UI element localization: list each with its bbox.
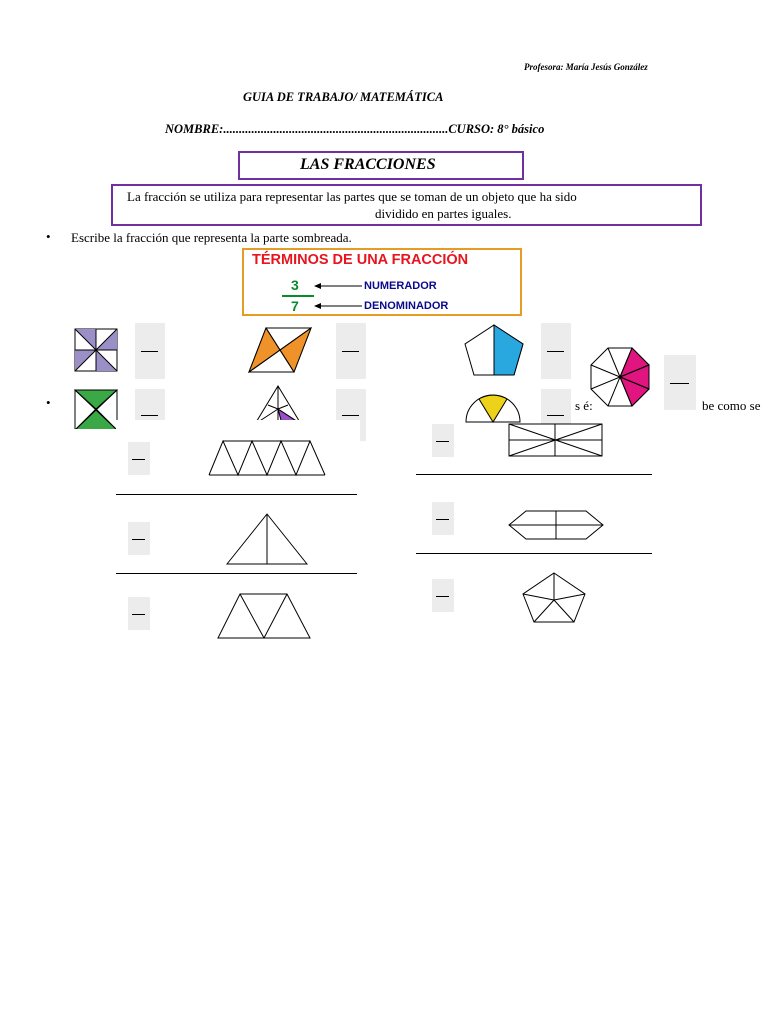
answer-box[interactable] [541,323,571,379]
teacher-name: Profesora: María Jesús González [524,62,648,72]
answer-box[interactable] [664,355,696,410]
square-pinwheel-figure [74,328,118,372]
name-course-line: NOMBRE:........................................................................CURSO: 8° básico [165,122,545,136]
title-box [238,151,524,180]
definition-line-1: La fracción se utiliza para representar las partes que se toman de un objeto que ha sido [127,189,577,204]
terms-box [242,248,522,316]
terms-title: TÉRMINOS DE UNA FRACCIÓN [252,252,469,268]
rectangle-divided-figure [508,423,604,458]
partial-text-mid: s é: [575,398,593,413]
pentagon-figure [464,324,524,376]
divider [416,553,652,554]
fraction-bar [282,295,314,297]
divider [116,573,357,574]
answer-box[interactable] [432,424,454,457]
triangle-strip-figure [208,440,326,477]
numerator-label: NUMERADOR [364,280,437,292]
denominator-value: 7 [291,298,299,314]
denominator-label: DENOMINADOR [364,300,449,312]
octagon-figure [589,346,651,408]
pentagon-star-figure [521,572,587,624]
hexagon-figure [508,510,604,540]
triangle-halved-figure [226,513,308,566]
bullet-icon: • [46,229,51,244]
answer-box[interactable] [432,502,454,535]
definition-line-2: dividido en partes iguales. [375,206,512,221]
numerator-value: 3 [291,277,299,293]
guide-title: GUIA DE TRABAJO/ MATEMÁTICA [243,90,444,104]
partial-text-right: be como se [702,398,761,413]
instruction-text: Escribe la fracción que representa la parte sombreada. [71,230,352,245]
trapezoid-figure [217,593,311,640]
answer-box[interactable] [135,323,165,379]
answer-box[interactable] [128,442,150,475]
definition-box [111,184,702,226]
page-title: LAS FRACCIONES [300,156,436,173]
answer-box[interactable] [128,597,150,630]
answer-box[interactable] [541,389,571,425]
answer-box[interactable] [336,323,366,379]
semicircle-figure [464,388,522,424]
hourglass-square-figure [74,389,118,429]
bullet-icon: • [46,395,51,410]
answer-box[interactable] [432,579,454,612]
divider [116,494,357,495]
answer-box[interactable] [128,522,150,555]
divider [416,474,652,475]
triangle-divided-figure [254,385,302,425]
parallelogram-figure [248,327,312,373]
arrow-icons [314,280,364,310]
